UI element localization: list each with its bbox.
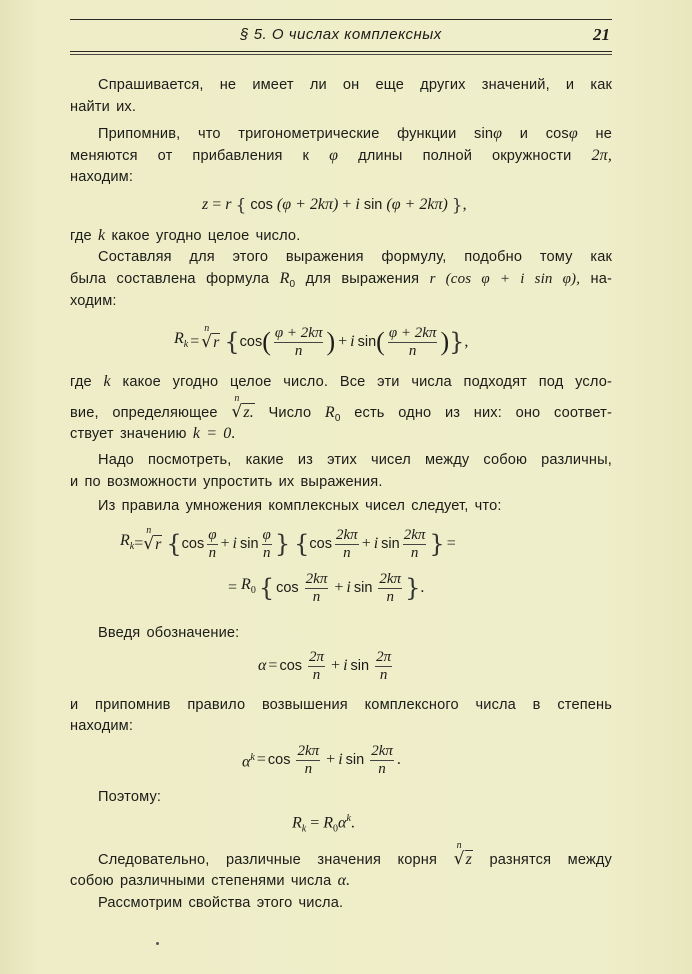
running-title: § 5. О числах комплексных bbox=[240, 26, 442, 43]
equals: = bbox=[310, 814, 320, 832]
left-brace: { bbox=[235, 195, 247, 216]
numerator: 2kπ bbox=[403, 526, 426, 543]
cos-fn: cos bbox=[276, 580, 299, 596]
phi-symbol: φ bbox=[493, 125, 503, 142]
radical-sign-icon: √ bbox=[453, 849, 465, 869]
expression: r (cos φ + i sin φ), bbox=[429, 271, 581, 287]
numerator: φ bbox=[208, 526, 217, 543]
paragraph-5-line-1: Надо посмотреть, какие из этих чисел между собою различны, bbox=[98, 452, 612, 468]
subscript-0: 0 bbox=[250, 585, 256, 597]
fraction bbox=[207, 527, 217, 562]
equals: = bbox=[134, 535, 144, 552]
var-k: k bbox=[97, 227, 106, 244]
subscript-k: k bbox=[301, 823, 307, 835]
right-brace: } bbox=[405, 574, 421, 602]
cos-fn: cos bbox=[309, 536, 332, 552]
text: меняются от прибавления к bbox=[70, 148, 310, 164]
fraction bbox=[375, 649, 392, 684]
period: . bbox=[420, 579, 425, 596]
formula-alpha-k bbox=[242, 738, 401, 782]
fraction bbox=[388, 325, 438, 360]
book-page bbox=[70, 0, 612, 974]
var-alpha: α bbox=[242, 753, 251, 771]
numerator: 2kπ bbox=[336, 526, 358, 543]
subscript-0: 0 bbox=[333, 823, 339, 835]
paragraph-9-line-1: Поэтому: bbox=[98, 789, 162, 805]
fraction bbox=[274, 325, 324, 360]
imaginary-unit: i bbox=[343, 657, 348, 674]
equals: = bbox=[256, 751, 266, 768]
var-R: R bbox=[323, 814, 334, 832]
page-number: 21 bbox=[593, 25, 610, 44]
var-R: R bbox=[120, 531, 130, 549]
radicand: z. bbox=[243, 404, 254, 421]
fraction bbox=[305, 571, 329, 606]
right-paren: ) bbox=[326, 327, 336, 356]
paragraph-7-line-1: Введя обозначение: bbox=[98, 625, 240, 641]
equals: = bbox=[190, 333, 200, 350]
var-k: k bbox=[103, 373, 111, 390]
radicand: z bbox=[465, 851, 472, 868]
imaginary-unit: i bbox=[346, 579, 351, 596]
fraction bbox=[335, 527, 359, 562]
text: есть одно из них: оно соответ- bbox=[354, 405, 612, 421]
numerator: 2kπ bbox=[297, 742, 320, 759]
paragraph-10-line-1 bbox=[70, 840, 612, 869]
paragraph-10-line-2 bbox=[70, 872, 612, 890]
var-R: R bbox=[241, 575, 251, 593]
print-speck bbox=[156, 942, 159, 945]
denominator: n bbox=[296, 760, 320, 778]
nth-root bbox=[453, 840, 473, 869]
paragraph-3-line-2: Составляя для этого выражения формулу, подобно тому как bbox=[98, 249, 612, 265]
plus: + bbox=[361, 535, 371, 552]
plus: + bbox=[342, 196, 352, 213]
root-index: n bbox=[204, 322, 210, 334]
radical-sign-icon: √ bbox=[143, 533, 155, 554]
plus: + bbox=[334, 579, 344, 596]
numerator: 2kπ bbox=[305, 570, 328, 587]
equals: = bbox=[228, 579, 238, 596]
var-alpha: α bbox=[258, 657, 267, 674]
equals: = bbox=[446, 535, 456, 552]
text: не bbox=[595, 126, 612, 142]
fraction bbox=[308, 649, 325, 684]
numerator: φ bbox=[262, 526, 271, 543]
nth-root bbox=[143, 524, 162, 554]
var-R: R bbox=[174, 329, 184, 347]
right-brace: } bbox=[274, 530, 291, 558]
argument: (φ + 2kπ) bbox=[386, 196, 448, 213]
var-alpha: α bbox=[338, 814, 347, 832]
numerator: 2kπ bbox=[371, 742, 393, 759]
imaginary-unit: i bbox=[232, 535, 237, 552]
text: для выражения bbox=[305, 271, 420, 287]
paragraph-2-line-1 bbox=[70, 125, 612, 143]
radicand: r bbox=[155, 535, 162, 553]
paragraph-4-line-1 bbox=[70, 373, 612, 391]
formula-Rk-R0-alpha bbox=[292, 810, 355, 839]
superscript-k: k bbox=[346, 813, 351, 824]
phi-symbol: φ bbox=[329, 147, 339, 164]
paragraph-8-line-2: находим: bbox=[70, 718, 134, 734]
two-pi: 2π, bbox=[591, 147, 612, 164]
fraction bbox=[262, 527, 272, 562]
text: разнятся между bbox=[489, 852, 612, 868]
paragraph-3-line-1 bbox=[70, 227, 612, 245]
k-equals-zero: k = 0. bbox=[192, 425, 236, 442]
root-index: n bbox=[456, 840, 462, 851]
sin-fn: sin bbox=[350, 658, 370, 674]
paragraph-4-line-3 bbox=[70, 425, 612, 443]
denominator: n bbox=[375, 666, 392, 684]
right-paren: ) bbox=[440, 327, 450, 356]
text: какое угодно целое число. Все эти числа подходят под усло- bbox=[122, 374, 612, 390]
denominator: n bbox=[208, 544, 217, 561]
cos-fn: cos bbox=[250, 197, 273, 213]
sin-fn: sin bbox=[353, 580, 373, 596]
paragraph-1-line-1: Спрашивается, не имеет ли он еще других значений, и как bbox=[98, 77, 612, 93]
sin-text: sin bbox=[474, 126, 494, 142]
plus: + bbox=[338, 333, 348, 350]
text: на- bbox=[590, 271, 612, 287]
text: и bbox=[519, 126, 529, 142]
imaginary-unit: i bbox=[338, 751, 343, 768]
right-brace: } bbox=[449, 328, 465, 356]
text: где bbox=[70, 228, 92, 244]
var-R: R bbox=[292, 814, 302, 832]
left-brace: { bbox=[258, 574, 275, 602]
text: вие, определяющее bbox=[70, 405, 218, 421]
subscript-k: k bbox=[183, 339, 189, 351]
var-z: z bbox=[202, 196, 209, 213]
formula-Rk bbox=[174, 320, 468, 364]
root-index: n bbox=[146, 524, 152, 536]
period: . bbox=[396, 751, 401, 768]
formula-Rk-product bbox=[120, 522, 456, 566]
var-r: r bbox=[225, 196, 232, 213]
text: длины полной окружности bbox=[358, 148, 572, 164]
formula-z bbox=[202, 196, 467, 214]
text: какое угодно целое число. bbox=[111, 228, 301, 244]
imaginary-unit: i bbox=[373, 535, 379, 552]
paragraph-3-line-3 bbox=[70, 270, 612, 294]
argument: (φ + 2kπ) bbox=[276, 196, 339, 213]
text: ствует значению bbox=[70, 426, 187, 442]
formula-alpha bbox=[258, 644, 395, 688]
fraction bbox=[370, 743, 394, 778]
denominator: n bbox=[305, 588, 329, 606]
subscript-k: k bbox=[129, 541, 135, 553]
numerator: 2π bbox=[309, 648, 325, 665]
text: собою различными степенями числа bbox=[70, 873, 332, 889]
nth-root bbox=[201, 322, 220, 352]
phi-symbol: φ bbox=[568, 125, 578, 142]
denominator: n bbox=[274, 342, 324, 360]
var-R: R bbox=[324, 404, 335, 421]
denominator: n bbox=[262, 544, 271, 561]
right-brace: } bbox=[451, 195, 463, 216]
header-top-rule bbox=[70, 19, 612, 20]
plus: + bbox=[326, 751, 336, 768]
equals: = bbox=[212, 196, 222, 213]
denominator: n bbox=[378, 588, 402, 606]
paragraph-6-line-1: Из правила умножения комплексных чисел следует, что: bbox=[98, 498, 502, 514]
imaginary-unit: i bbox=[355, 196, 360, 213]
left-paren: ( bbox=[262, 327, 271, 356]
paragraph-2-line-3: находим: bbox=[70, 169, 134, 185]
header-bottom-rule bbox=[70, 51, 612, 52]
text: Следовательно, различные значения корня bbox=[98, 852, 438, 868]
denominator: n bbox=[335, 544, 359, 562]
radicand: r bbox=[213, 333, 220, 351]
left-brace: { bbox=[224, 328, 240, 356]
subscript: 0 bbox=[289, 278, 296, 290]
comma: , bbox=[462, 196, 467, 213]
header-bottom-rule-second bbox=[70, 54, 612, 55]
radical-sign-icon: √ bbox=[201, 331, 213, 352]
paragraph-2-line-2 bbox=[70, 147, 612, 165]
formula-R0-product bbox=[228, 566, 424, 610]
denominator: n bbox=[388, 342, 438, 360]
denominator: n bbox=[403, 544, 427, 562]
sin-fn: sin bbox=[345, 752, 365, 768]
text: была составлена формула bbox=[70, 271, 270, 287]
denominator: n bbox=[308, 666, 325, 684]
var-alpha: α. bbox=[337, 872, 351, 889]
denominator: n bbox=[370, 760, 394, 778]
right-brace: } bbox=[429, 530, 445, 558]
cos-text: cos bbox=[545, 126, 569, 142]
paragraph-5-line-2: и по возможности упростить их выражения. bbox=[70, 474, 383, 490]
cos-fn: cos bbox=[239, 334, 263, 350]
radical-sign-icon: √ bbox=[231, 402, 243, 422]
running-header bbox=[70, 26, 612, 46]
plus: + bbox=[220, 535, 230, 552]
var-R: R bbox=[279, 270, 290, 287]
left-paren: ( bbox=[376, 327, 385, 356]
numerator: φ + 2kπ bbox=[274, 324, 323, 341]
nth-root bbox=[231, 393, 255, 422]
fraction bbox=[403, 527, 427, 562]
sin-fn: sin bbox=[381, 536, 400, 552]
equals: = bbox=[268, 657, 278, 674]
fraction bbox=[296, 743, 320, 778]
superscript-k: k bbox=[250, 751, 255, 763]
root-index: n bbox=[234, 393, 240, 404]
paragraph-1-line-2: найти их. bbox=[70, 99, 137, 115]
comma: , bbox=[464, 333, 469, 350]
sin-fn: sin bbox=[363, 197, 383, 213]
subscript: 0 bbox=[334, 412, 341, 424]
paragraph-8-line-1: и припомнив правило возвышения комплексного числа в степень bbox=[70, 697, 612, 713]
cos-fn: cos bbox=[181, 536, 205, 552]
cos-fn: cos bbox=[267, 752, 291, 768]
paragraph-10-line-3: Рассмотрим свойства этого числа. bbox=[98, 895, 344, 911]
left-brace: { bbox=[294, 530, 310, 558]
paragraph-3-line-4: ходим: bbox=[70, 293, 117, 309]
numerator: 2π bbox=[376, 648, 392, 665]
sin-fn: sin bbox=[357, 334, 377, 350]
text: где bbox=[70, 374, 92, 390]
plus: + bbox=[331, 657, 341, 674]
period: . bbox=[350, 814, 355, 832]
imaginary-unit: i bbox=[350, 333, 355, 350]
text: Число bbox=[268, 405, 312, 421]
cos-fn: cos bbox=[279, 658, 303, 674]
left-brace: { bbox=[166, 530, 182, 558]
text: Припомнив, что тригонометрические функции bbox=[98, 126, 457, 142]
sin-fn: sin bbox=[240, 536, 259, 552]
fraction bbox=[378, 571, 402, 606]
numerator: φ + 2kπ bbox=[388, 324, 437, 341]
numerator: 2kπ bbox=[379, 570, 402, 587]
